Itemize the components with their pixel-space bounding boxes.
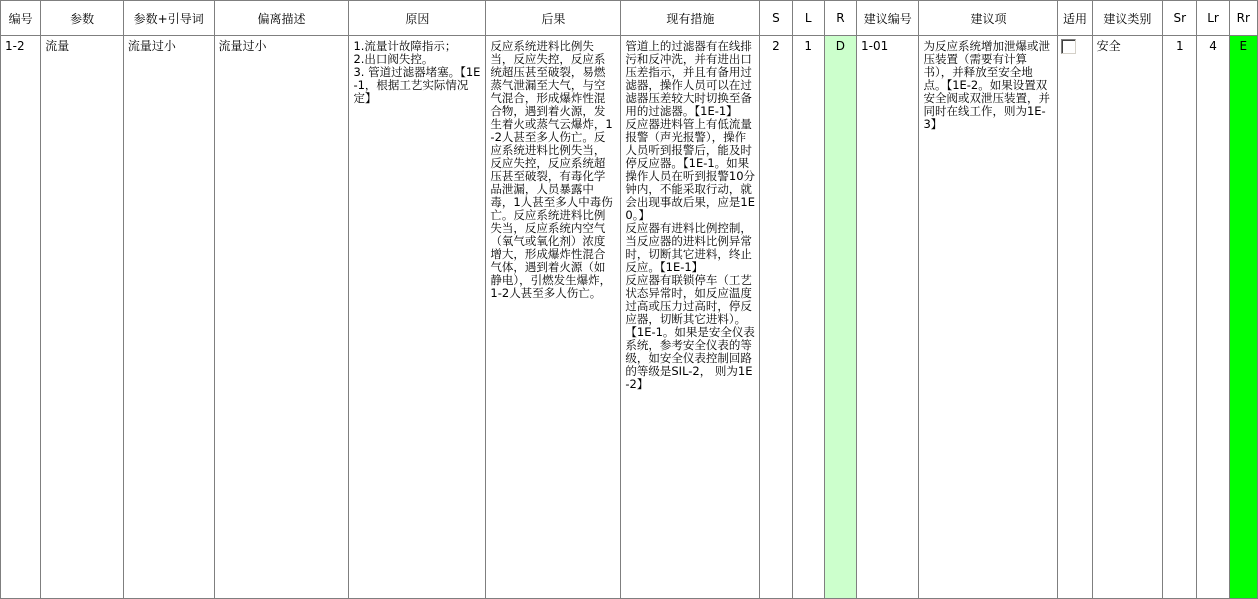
header-measures: 现有措施 — [621, 1, 760, 36]
header-sr: Sr — [1163, 1, 1197, 36]
table-row — [1, 36, 1258, 599]
header-param: 参数 — [41, 1, 124, 36]
cell-lr[interactable]: 4 — [1197, 36, 1229, 599]
cell-rec-id[interactable]: 1-01 — [857, 36, 919, 599]
header-rec-id: 建议编号 — [857, 1, 919, 36]
header-cause: 原因 — [349, 1, 486, 36]
header-rec-type: 建议类别 — [1092, 1, 1163, 36]
header-consequence: 后果 — [486, 1, 621, 36]
header-rr: Rr — [1229, 1, 1257, 36]
header-applicable: 适用 — [1058, 1, 1092, 36]
header-deviation: 偏离描述 — [214, 1, 349, 36]
cell-cause[interactable]: 1.流量计故障指示； 2.出口阀失控。 3. 管道过滤器堵塞。【1E-1，根据工艺实际情况定】 — [349, 36, 486, 599]
cell-deviation[interactable]: 流量过小 — [214, 36, 349, 599]
cell-param-guide[interactable]: 流量过小 — [123, 36, 214, 599]
header-id: 编号 — [1, 1, 41, 36]
header-param-guide: 参数+引导词 — [123, 1, 214, 36]
cell-rr[interactable]: E — [1229, 36, 1257, 599]
cell-rec[interactable]: 为反应系统增加泄爆或泄压装置（需要有计算书），并释放至安全地点。【1E-2。如果设置双安全阀或双泄压装置，并同时在线工作，则为1E-3】 — [919, 36, 1058, 599]
cell-s[interactable]: 2 — [760, 36, 792, 599]
cell-l[interactable]: 1 — [792, 36, 824, 599]
cell-applicable — [1058, 36, 1092, 599]
cell-rec-type[interactable]: 安全 — [1092, 36, 1163, 599]
cell-param[interactable]: 流量 — [41, 36, 124, 599]
header-s: S — [760, 1, 792, 36]
cell-measures[interactable]: 管道上的过滤器有在线排污和反冲洗，并有进出口压差指示，并且有备用过滤器，操作人员可以在过滤器压差较大时切换至备用的过滤器。【1E-1】 反应器进料管上有低流量报警（声光报警），操作人员听到报警后，能及时停反应器。【1E-1。如果操作人员在听到报警10分钟内，不能采取行动，就会出现事故后果，应是1E0。】 反应器有进料比例控制，当反应器的进料比例异常时，切断其它进料，终止反应。【1E-1】 反应器有联锁停车（工艺状态异常时，如反应温度过高或压力过高时，停反应器，切断其它进料）。【1E-1。如果是安全仪表系统，参考安全仪表的等级，如安全仪表控制回路的等级是SIL-2， 则为1E-2】 — [621, 36, 760, 599]
header-rec: 建议项 — [919, 1, 1058, 36]
header-row — [1, 1, 1258, 36]
cell-r[interactable]: D — [824, 36, 856, 599]
cell-consequence[interactable]: 反应系统进料比例失当，反应失控，反应系统超压甚至破裂，易燃蒸气泄漏至大气，与空气混合，形成爆炸性混合物，遇到着火源，发生着火或蒸气云爆炸，1-2人甚至多人伤亡。反应系统进料比例失当，反应失控，反应系统超压甚至破裂，有毒化学品泄漏，人员暴露中毒，1人甚至多人中毒伤亡。反应系统进料比例失当，反应系统内空气（氧气或氧化剂）浓度增大，形成爆炸性混合气体，遇到着火源（如静电），引燃发生爆炸，1-2人甚至多人伤亡。 — [486, 36, 621, 599]
cell-id[interactable]: 1-2 — [1, 36, 41, 599]
header-lr: Lr — [1197, 1, 1229, 36]
cell-sr[interactable]: 1 — [1163, 36, 1197, 599]
applicable-checkbox[interactable] — [1061, 39, 1076, 54]
header-r: R — [824, 1, 856, 36]
header-l: L — [792, 1, 824, 36]
